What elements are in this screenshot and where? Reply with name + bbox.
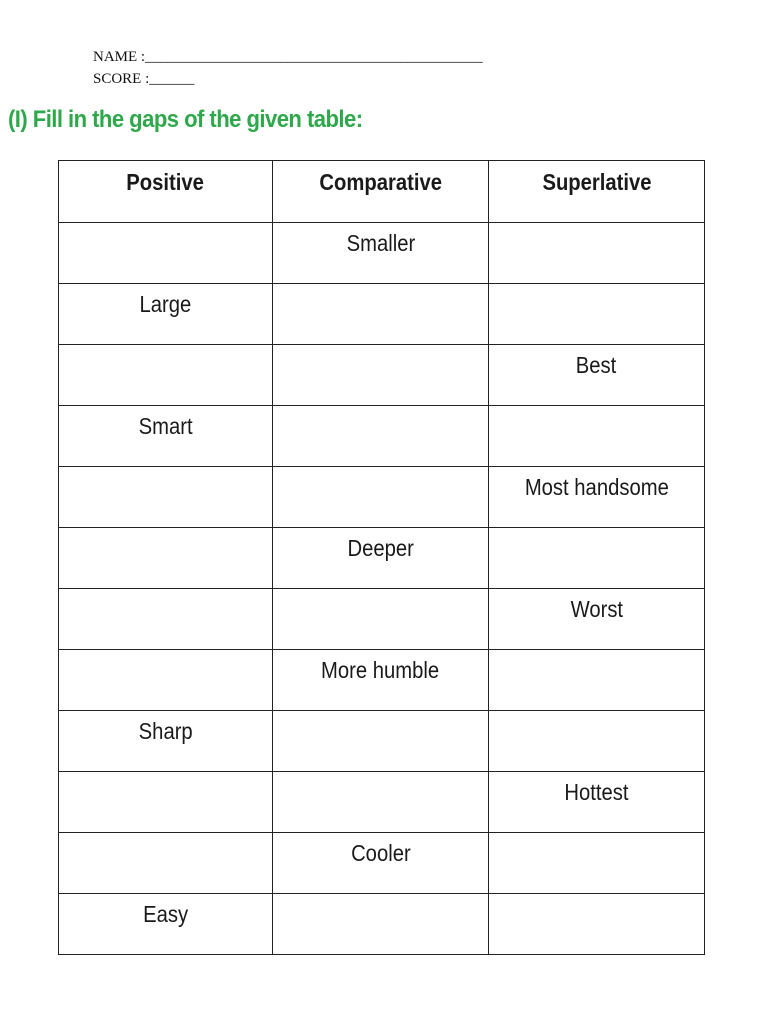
cell-comparative[interactable]	[273, 772, 489, 833]
cell-positive[interactable]	[59, 528, 273, 589]
cell-text: Best	[576, 352, 617, 378]
table-row	[59, 589, 705, 650]
cell-positive[interactable]	[59, 833, 273, 894]
table-row	[59, 711, 705, 772]
cell-superlative[interactable]	[489, 223, 705, 284]
cell-positive[interactable]	[59, 345, 273, 406]
table-row	[59, 284, 705, 345]
cell-positive	[59, 406, 273, 467]
cell-comparative	[273, 650, 489, 711]
cell-positive[interactable]	[59, 467, 273, 528]
cell-comparative	[273, 528, 489, 589]
cell-superlative[interactable]	[489, 650, 705, 711]
cell-comparative	[273, 223, 489, 284]
table-row	[59, 467, 705, 528]
table-row	[59, 772, 705, 833]
score-line	[93, 68, 483, 90]
cell-superlative[interactable]	[489, 833, 705, 894]
cell-positive	[59, 711, 273, 772]
cell-superlative[interactable]	[489, 528, 705, 589]
cell-superlative	[489, 467, 705, 528]
cell-comparative[interactable]	[273, 467, 489, 528]
column-header-positive: Positive	[59, 161, 273, 223]
cell-text: Smart	[138, 413, 193, 439]
cell-positive[interactable]	[59, 589, 273, 650]
score-blank[interactable]: ______	[149, 71, 195, 87]
name-label: NAME :	[93, 49, 146, 65]
name-blank[interactable]: _____________________________________________	[145, 49, 483, 65]
cell-superlative[interactable]	[489, 894, 705, 955]
table-row	[59, 345, 705, 406]
cell-text: Cooler	[350, 840, 411, 866]
cell-superlative	[489, 589, 705, 650]
cell-superlative[interactable]	[489, 284, 705, 345]
cell-comparative[interactable]	[273, 894, 489, 955]
degrees-of-comparison-table	[58, 160, 705, 955]
cell-comparative	[273, 833, 489, 894]
cell-superlative[interactable]	[489, 406, 705, 467]
cell-superlative	[489, 345, 705, 406]
cell-positive[interactable]	[59, 223, 273, 284]
column-header-superlative: Superlative	[489, 161, 705, 223]
exercise-heading: (I) Fill in the gaps of the given table:	[8, 106, 363, 133]
table-row	[59, 833, 705, 894]
cell-positive[interactable]	[59, 650, 273, 711]
cell-text: Deeper	[347, 535, 414, 561]
table-row	[59, 528, 705, 589]
cell-positive[interactable]	[59, 772, 273, 833]
table-row	[59, 406, 705, 467]
table-row	[59, 223, 705, 284]
cell-positive	[59, 284, 273, 345]
cell-text: Most handsome	[524, 474, 669, 500]
column-header-comparative: Comparative	[273, 161, 489, 223]
cell-superlative[interactable]	[489, 711, 705, 772]
cell-text: More humble	[321, 657, 440, 683]
student-info	[93, 46, 483, 90]
score-label: SCORE :	[93, 71, 150, 87]
cell-comparative[interactable]	[273, 284, 489, 345]
cell-superlative	[489, 772, 705, 833]
cell-text: Worst	[570, 596, 623, 622]
cell-comparative[interactable]	[273, 345, 489, 406]
cell-text: Smaller	[346, 230, 415, 256]
cell-comparative[interactable]	[273, 711, 489, 772]
cell-text: Easy	[142, 901, 188, 927]
table-row	[59, 894, 705, 955]
cell-text: Sharp	[138, 718, 193, 744]
cell-comparative[interactable]	[273, 406, 489, 467]
cell-positive	[59, 894, 273, 955]
name-line	[93, 46, 483, 68]
table-row	[59, 650, 705, 711]
cell-text: Hottest	[564, 779, 629, 805]
cell-comparative[interactable]	[273, 589, 489, 650]
table-header-row	[59, 161, 705, 223]
cell-text: Large	[139, 291, 192, 317]
